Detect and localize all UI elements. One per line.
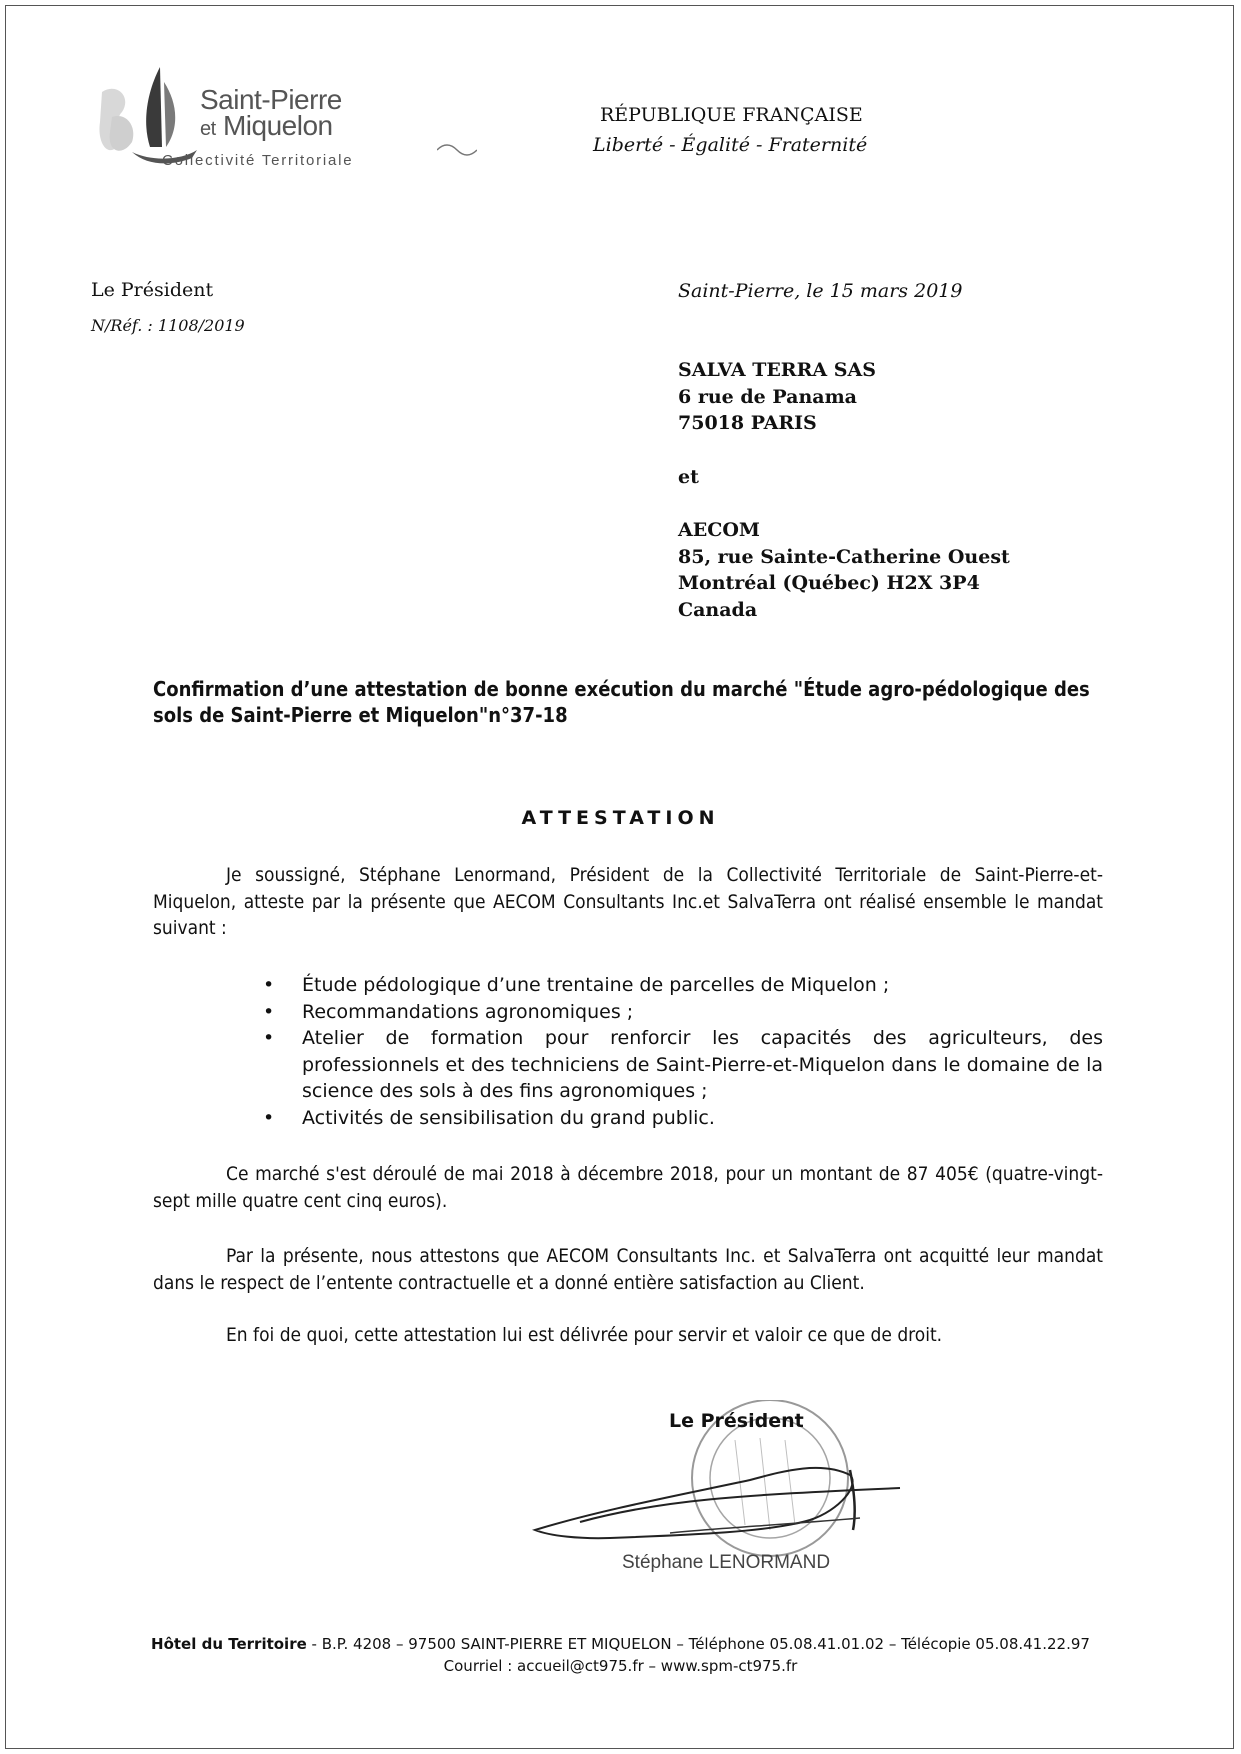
date-place: Saint-Pierre, le 15 mars 2019 — [678, 280, 963, 302]
list-item: • Atelier de formation pour renforcir les capacités des agriculteurs, des professionnels et des techniciens de Saint-Pierre-et-Miquelon dans le domaine de la science des sols à des fins agronomiques ; — [258, 1025, 1103, 1105]
logo-subtitle: Collectivité Territoriale — [162, 152, 354, 169]
mandate-list — [258, 972, 1103, 1131]
footer-address-text: - B.P. 4208 – 97500 SAINT-PIERRE ET MIQUELON – Téléphone 05.08.41.01.02 – Télécopie 05.08.41.22.97 — [306, 1635, 1090, 1653]
letter-subject: Confirmation d’une attestation de bonne exécution du marché "Étude agro-pédologique des sols de Saint-Pierre et Miquelon"n°37-18 — [153, 677, 1090, 727]
logo-name-line1: Saint-Pierre — [200, 84, 342, 115]
recipient2-country: Canada — [678, 598, 758, 621]
republic-heading: RÉPUBLIQUE FRANÇAISE — [600, 104, 863, 126]
collectivity-logo — [92, 62, 402, 177]
footer-address — [0, 1635, 1241, 1653]
intro-paragraph: Je soussigné, Stéphane Lenormand, Président de la Collectivité Territoriale de Saint-Pierre-et-Miquelon, atteste par la présente que AECOM Consultants Inc.et SalvaTerra ont réalisé ensemble le mandat suivant : — [153, 864, 1103, 939]
handwritten-signature-icon — [535, 1468, 900, 1538]
closing-paragraph: En foi de quoi, cette attestation lui est délivrée pour servir et valoir ce que de droit. — [226, 1324, 943, 1346]
recipient1-street: 6 rue de Panama — [678, 385, 857, 408]
signature-title: Le Président — [669, 1410, 804, 1432]
list-item: • Activités de sensibilisation du grand public. — [258, 1105, 1103, 1132]
list-item: • Recommandations agronomiques ; — [258, 999, 1103, 1026]
signatory-name: Stéphane LENORMAND — [622, 1552, 831, 1573]
period-paragraph: Ce marché s'est déroulé de mai 2018 à décembre 2018, pour un montant de 87 405€ (quatre-vingt-sept mille quatre cent cinq euros). — [153, 1163, 1103, 1212]
republic-motto: Liberté - Égalité - Fraternité — [593, 134, 868, 156]
logo-name-line2: et Miquelon — [200, 110, 333, 141]
footer-contact: Courriel : accueil@ct975.fr – www.spm-ct975.fr — [443, 1657, 798, 1675]
footer-building: Hôtel du Territoire — [151, 1635, 307, 1653]
confirmation-paragraph: Par la présente, nous attestons que AECOM Consultants Inc. et SalvaTerra ont acquitté leur mandat dans le respect de l’entente contractuelle et a donné entière satisfaction au Client. — [153, 1245, 1103, 1294]
wave-icon — [437, 140, 477, 160]
reference-number: N/Réf. : 1108/2019 — [91, 316, 245, 335]
recipients-and: et — [678, 465, 699, 488]
attestation-title: ATTESTATION — [521, 807, 720, 829]
recipient2-street: 85, rue Sainte-Catherine Ouest — [678, 545, 1010, 568]
recipient2-city: Montréal (Québec) H2X 3P4 — [678, 572, 980, 594]
recipient1-name: SALVA TERRA SAS — [678, 359, 876, 381]
list-item: • Étude pédologique d’une trentaine de parcelles de Miquelon ; — [258, 972, 1103, 999]
sender-title: Le Président — [91, 279, 214, 301]
recipient-addresses — [678, 357, 1010, 623]
recipient2-name: AECOM — [678, 519, 760, 541]
recipient1-city: 75018 PARIS — [678, 412, 817, 434]
